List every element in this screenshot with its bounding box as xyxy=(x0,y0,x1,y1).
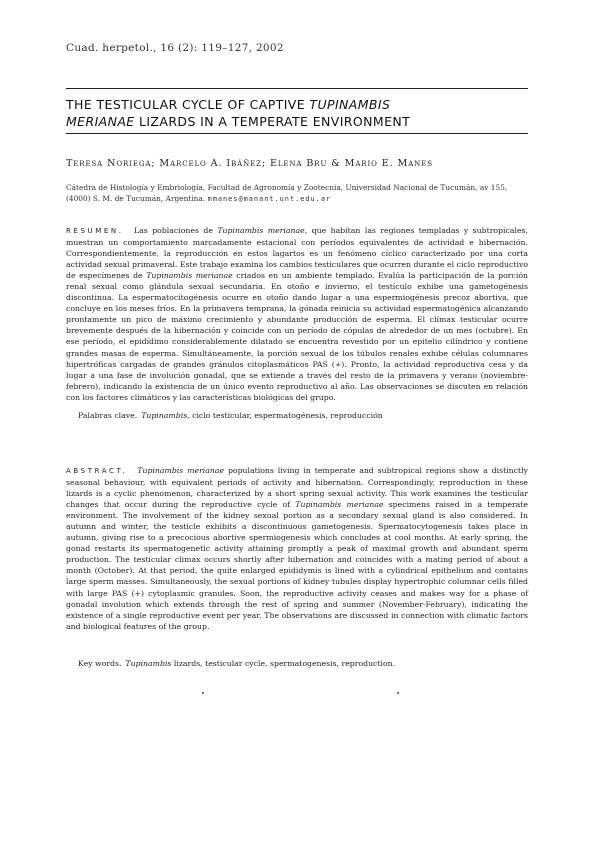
abstract-text-1: populations living in temperate and subtropical regions show a distinctly seasonal behaviour, with equivalent periods of activity and hibernation. Correspondingly, reproduction in these lizards is a cyclic phenomenon, characterized by a short spring sexual activity. This work examines the testicular changes that occur during the reproductive cycle of xyxy=(66,466,528,510)
article-title xyxy=(66,96,528,130)
title-top-rule xyxy=(66,88,528,89)
scan-speck-left xyxy=(202,692,204,694)
resumen-text-2: , que habitan las regiones templadas y subtropicales, muestran un comportamiento marcadamente estacional con períodos equivalentes de actividad e hibernación. Correspondientemente, la reproducción en estos lagartos es un fenómeno cíclico caracterizado por una corta actividad sexual primaveral. Este trabajo examina los cambios testiculares que ocurren durante el ciclo reproductivo de especímenes de xyxy=(66,226,528,281)
author-email[interactable]: mmanes@manant.unt.edu.ar xyxy=(207,194,332,203)
title-species-2: MERIANAE xyxy=(66,114,135,129)
abstract-paragraph xyxy=(66,465,528,632)
title-text-1: THE TESTICULAR CYCLE OF CAPTIVE xyxy=(66,97,310,112)
keywords-en-label: Key words. xyxy=(78,659,122,668)
resumen-species-2: Tupinambis merianae xyxy=(146,271,233,281)
scan-speck-right xyxy=(397,692,399,694)
keywords-es xyxy=(78,410,528,421)
keywords-es-species: Tupinambis xyxy=(141,411,188,420)
title-text-2: LIZARDS IN A TEMPERATE ENVIRONMENT xyxy=(134,114,411,129)
abstract-text-2: specimens raised in a temperate environment. The involvement of the kidney sexual portion as a secondary sexual gland is also considered. In autumn and winter, the testicle exhibits a discontinuous gametogenesis. Spermatocytogenesis takes place in autumn, giving rise to a precocious abortive spermiogenesis which concludes at cool months. At early spring, the gonad restarts its spermatogenetic activity attaining promptly a peak of maximal growth and abundant sperm production. The testicular climax occurs shortly after hibernation and coincides with a mating period of about a month (October). At that period, the quite enlarged epididymis is lined with a cylindrical epithelium and contains large sperm masses. Simultaneously, the sexual portions of kidney tubules display hypertrophic columnar cells filled with large PAS (+) cytoplasmic granules. Soon, the reproductive activity ceases and makes way for a phase of gonadal involution which extends through the rest of spring and summer (November-February), indicating the existence of a single reproductive event per year. The observations are discussed in connection with climatic factors and biological features of the group. xyxy=(66,500,528,631)
keywords-en xyxy=(78,658,528,669)
title-bottom-rule xyxy=(66,133,528,134)
affiliation-text: Cátedra de Histología y Embriología, Facultad de Agronomía y Zootecnia, Universidad Nacional de Tucumán, av 155, (4000) S. M. de Tucumán, Argentina. xyxy=(66,183,508,203)
resumen-text-3: criados en un ambiente templado. Evalúa la participación de la porción renal sexual como glándula sexual secundaria. En otoño e invierno, el testículo exhibe una gametogénesis discontinua. La espermatocitogénesis ocurre en otoño dando lugar a una espermiogénesis precoz abortiva, que concluye en los meses fríos. En la primavera temprana, la gónada reinicia su actividad espermatogénica alcanzando prontamente un pico de máximo crecimiento y abundante producción de esperma. El clímax testicular ocurre brevemente después de la hibernación y coincide con un período de cópulas de alrededor de un mes (octubre). En ese período, el epidídimo considerablemente dilatado se encuentra revestido por un epitelio cilíndrico y contiene grandes masas de esperma. Simultáneamente, la porción sexual de los túbulos renales exhibe células columnares hipertróficas cargadas de grandes gránulos citoplasmáticos PAS (+). Pronto, la actividad reproductiva cesa y da lugar a una fase de involución gonadal, que se extiende a través del resto de la primavera y verano (noviembre-febrero), indicando la existencia de un único evento reproductivo al año. Las observaciones se discuten en relación con los factores climáticos y las características biológicas del grupo. xyxy=(66,271,528,402)
resumen-species-1: Tupinambis merianae xyxy=(217,226,305,235)
resumen-text-1: Las poblaciones de xyxy=(134,226,218,235)
resumen-paragraph xyxy=(66,225,528,403)
resumen-label: RESUMEN. xyxy=(66,227,124,235)
author-list: Teresa Noriega; Marcelo A. Ibáñez; Elena Bru & Mario E. Manes xyxy=(66,158,433,169)
abstract-label: ABSTRACT. xyxy=(66,467,128,475)
affiliation xyxy=(66,183,528,204)
abstract-species-2: Tupinambis merianae xyxy=(295,500,384,510)
keywords-es-label: Palabras clave. xyxy=(78,411,138,420)
keywords-en-rest: lizards, testicular cycle, spermatogenesis, reproduction. xyxy=(171,659,396,668)
keywords-en-species: Tupinambis xyxy=(125,659,172,668)
journal-reference: Cuad. herpetol., 16 (2): 119–127, 2002 xyxy=(66,42,284,54)
abstract-species-1: Tupinambis merianae xyxy=(137,466,225,475)
keywords-es-rest: , ciclo testicular, espermatogénesis, reproducción xyxy=(187,411,383,420)
title-species-1: TUPINAMBIS xyxy=(309,97,391,112)
